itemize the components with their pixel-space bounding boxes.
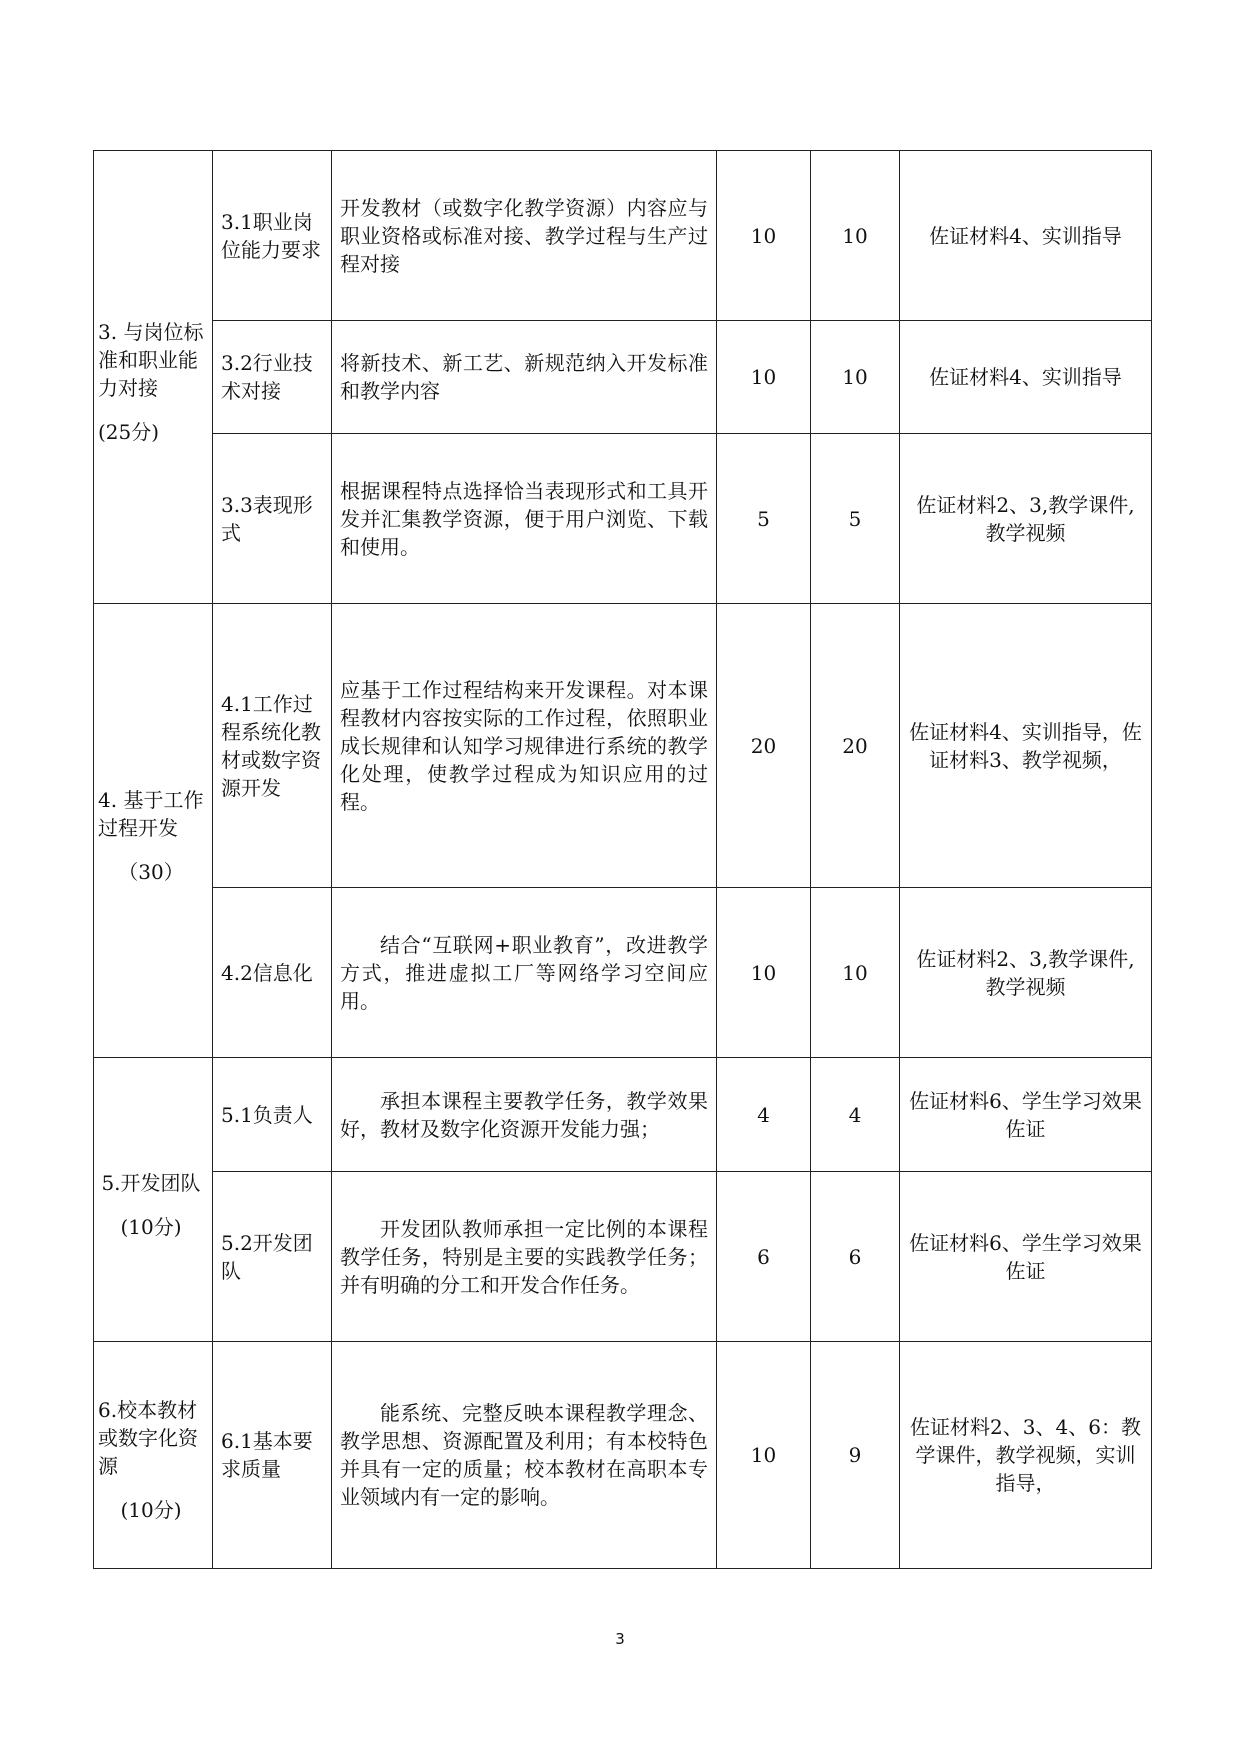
table-row: [94, 321, 1152, 434]
evidence-cell: 佐证材料2、3,教学课件,教学视频: [900, 888, 1152, 1058]
evidence-cell: 佐证材料4、实训指导，佐证材料3、教学视频，: [900, 604, 1152, 888]
full-score-cell: 10: [717, 321, 811, 434]
full-score-cell: 10: [717, 1342, 811, 1569]
score-cell: 4: [811, 1058, 900, 1172]
full-score-cell: 5: [717, 434, 811, 604]
full-score-cell: 6: [717, 1172, 811, 1342]
category-score: (25分): [98, 420, 160, 444]
full-score-cell: 10: [717, 888, 811, 1058]
category-cell: [94, 604, 213, 1058]
score-cell: 10: [811, 151, 900, 321]
evidence-cell: 佐证材料4、实训指导: [900, 321, 1152, 434]
category-label: 3. 与岗位标准和职业能力对接: [98, 320, 204, 400]
evaluation-table: [93, 150, 1152, 1569]
category-score: (10分): [120, 1498, 182, 1522]
content-cell: 将新技术、新工艺、新规范纳入开发标准和教学内容: [332, 321, 717, 434]
item-cell: 3.2行业技术对接: [213, 321, 332, 434]
category-score: （30）: [118, 859, 184, 884]
table-row: [94, 434, 1152, 604]
item-cell: 3.1职业岗位能力要求: [213, 151, 332, 321]
full-score-cell: 4: [717, 1058, 811, 1172]
page-number: 3: [615, 1630, 625, 1648]
item-cell: 5.1负责人: [213, 1058, 332, 1172]
table-row: [94, 1172, 1152, 1342]
evidence-cell: 佐证材料2、3,教学课件,教学视频: [900, 434, 1152, 604]
content-cell: 开发教材（或数字化教学资源）内容应与职业资格或标准对接、教学过程与生产过程对接: [332, 151, 717, 321]
category-cell: [94, 151, 213, 604]
item-cell: 4.1工作过程系统化教材或数字资源开发: [213, 604, 332, 888]
category-label: 6.校本教材或数字化资源: [98, 1398, 198, 1478]
item-cell: 6.1基本要求质量: [213, 1342, 332, 1569]
content-cell: 结合“互联网+职业教育”，改进教学方式，推进虚拟工厂等网络学习空间应用。: [332, 888, 717, 1058]
content-cell: 应基于工作过程结构来开发课程。对本课程教材内容按实际的工作过程，依照职业成长规律和认知学习规律进行系统的教学化处理，使教学过程成为知识应用的过程。: [332, 604, 717, 888]
evidence-cell: 佐证材料6、学生学习效果佐证: [900, 1058, 1152, 1172]
content-cell: 根据课程特点选择恰当表现形式和工具开发并汇集教学资源，便于用户浏览、下载和使用。: [332, 434, 717, 604]
content-cell: 承担本课程主要教学任务，教学效果好，教材及数字化资源开发能力强；: [332, 1058, 717, 1172]
category-label: 4. 基于工作过程开发: [98, 787, 204, 840]
category-cell: [94, 1058, 213, 1342]
content-cell: 能系统、完整反映本课程教学理念、教学思想、资源配置及利用；有本校特色并具有一定的质量；校本教材在高职本专业领域内有一定的影响。: [332, 1342, 717, 1569]
score-cell: 6: [811, 1172, 900, 1342]
evidence-cell: 佐证材料2、3、4、6：教学课件，教学视频，实训指导，: [900, 1342, 1152, 1569]
score-cell: 20: [811, 604, 900, 888]
table-row: [94, 151, 1152, 321]
table-row: [94, 604, 1152, 888]
item-cell: 4.2信息化: [213, 888, 332, 1058]
table-row: [94, 1058, 1152, 1172]
category-label: 5.开发团队: [101, 1170, 201, 1195]
score-cell: 10: [811, 321, 900, 434]
full-score-cell: 10: [717, 151, 811, 321]
score-cell: 5: [811, 434, 900, 604]
evidence-cell: 佐证材料4、实训指导: [900, 151, 1152, 321]
score-cell: 10: [811, 888, 900, 1058]
table-row: [94, 888, 1152, 1058]
category-cell: [94, 1342, 213, 1569]
item-cell: 3.3表现形式: [213, 434, 332, 604]
item-cell: 5.2开发团队: [213, 1172, 332, 1342]
full-score-cell: 20: [717, 604, 811, 888]
score-cell: 9: [811, 1342, 900, 1569]
table-row: [94, 1342, 1152, 1569]
category-score: (10分): [120, 1214, 182, 1239]
content-cell: 开发团队教师承担一定比例的本课程教学任务，特别是主要的实践教学任务；并有明确的分工和开发合作任务。: [332, 1172, 717, 1342]
evidence-cell: 佐证材料6、学生学习效果佐证: [900, 1172, 1152, 1342]
